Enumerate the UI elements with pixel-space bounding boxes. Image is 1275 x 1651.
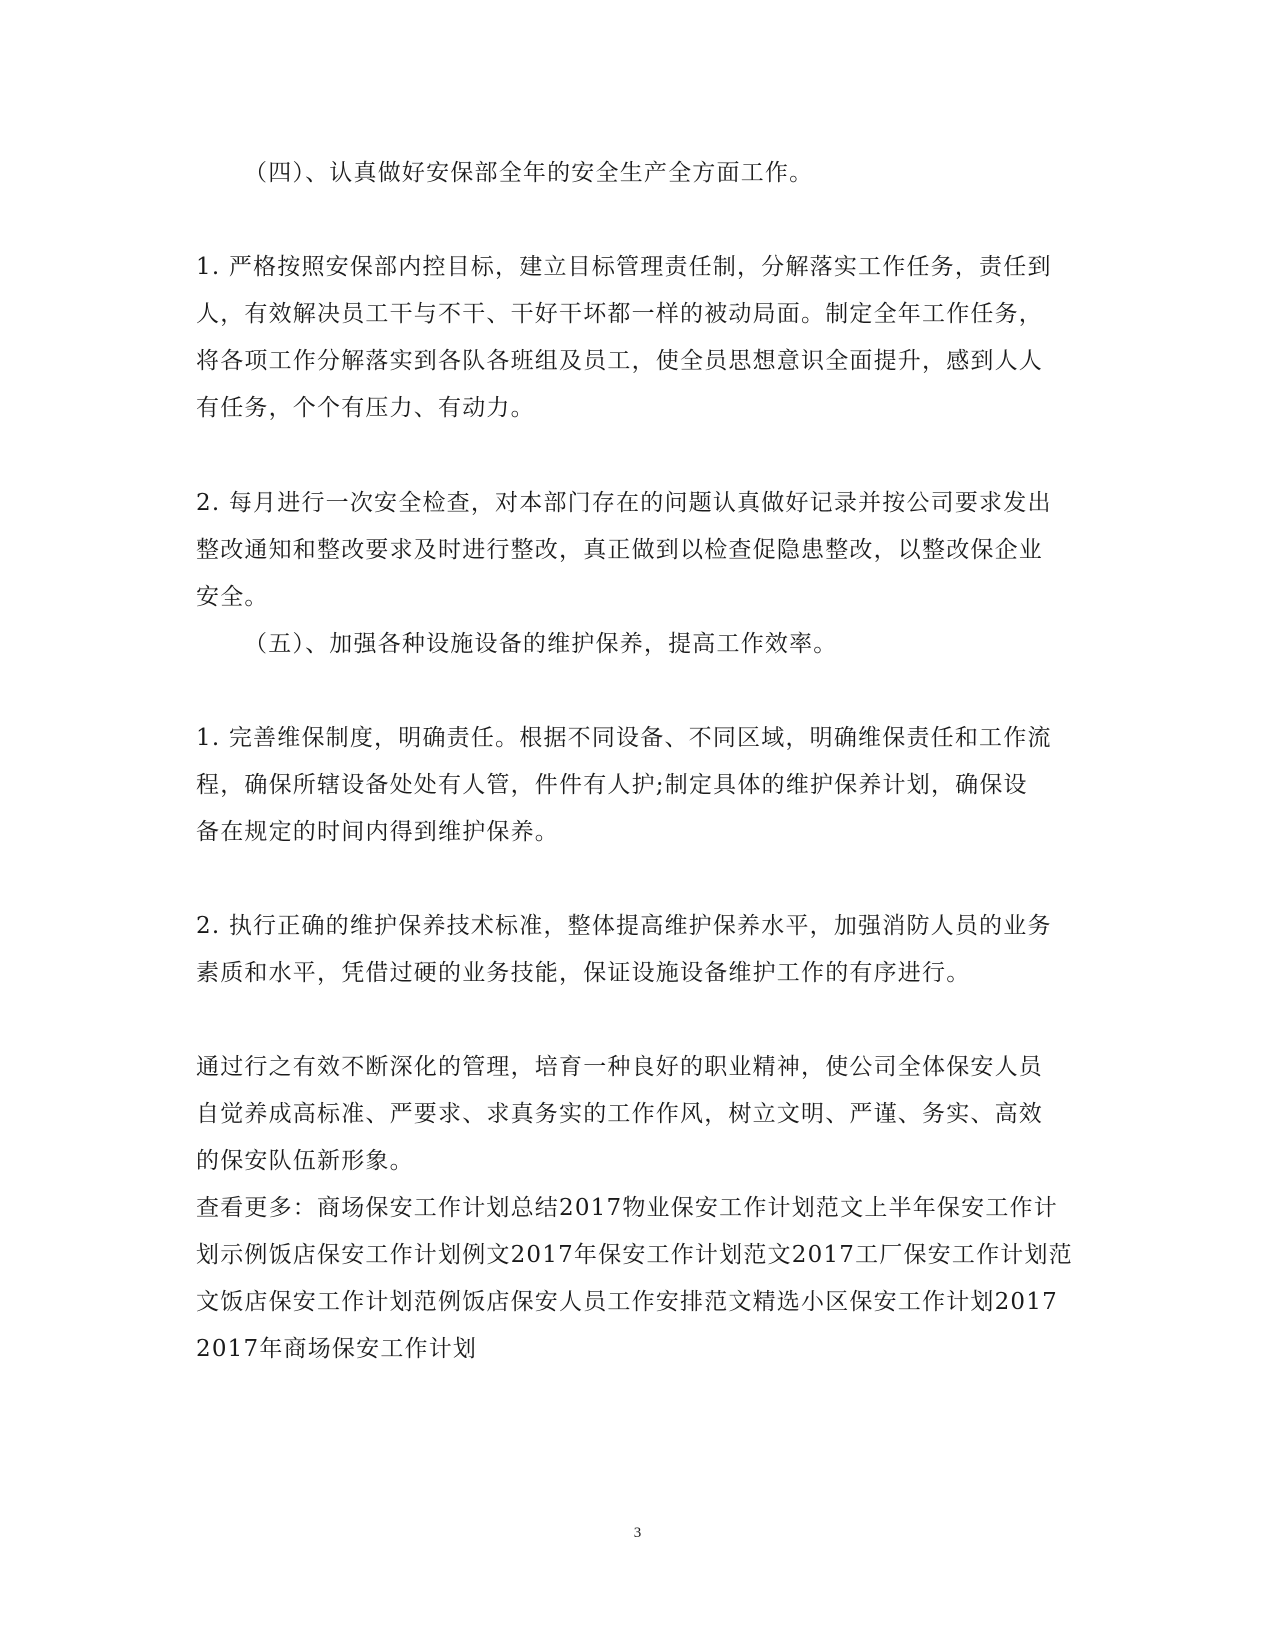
paragraph-line: 程，确保所辖设备处处有人管，件件有人护;制定具体的维护保养计划，确保设 [196, 772, 1028, 798]
paragraph-line: 有任务，个个有压力、有动力。 [196, 395, 535, 421]
related-links-line: 查看更多：商场保安工作计划总结2017物业保安工作计划范文上半年保安工作计 [196, 1195, 1058, 1221]
page-number: 3 [633, 1525, 642, 1541]
paragraph-line: 安全。 [196, 584, 269, 610]
related-links-line: 2017年商场保安工作计划 [196, 1336, 478, 1362]
paragraph-line: 整改通知和整改要求及时进行整改，真正做到以检查促隐患整改，以整改保企业 [196, 537, 1043, 563]
related-links-line: 文饭店保安工作计划范例饭店保安人员工作安排范文精选小区保安工作计划2017 [196, 1289, 1058, 1315]
paragraph-line: 2. 每月进行一次安全检查，对本部门存在的问题认真做好记录并按公司要求发出 [196, 490, 1052, 516]
paragraph-line: 通过行之有效不断深化的管理，培育一种良好的职业精神，使公司全体保安人员 [196, 1054, 1043, 1080]
paragraph-line: 的保安队伍新形象。 [196, 1148, 414, 1174]
paragraph-line: 1. 完善维保制度，明确责任。根据不同设备、不同区域，明确维保责任和工作流 [196, 725, 1052, 751]
paragraph-line: 人，有效解决员工干与不干、干好干坏都一样的被动局面。制定全年工作任务， [196, 301, 1043, 327]
paragraph-line: 素质和水平，凭借过硬的业务技能，保证设施设备维护工作的有序进行。 [196, 960, 971, 986]
paragraph-line: 2. 执行正确的维护保养技术标准，整体提高维护保养水平，加强消防人员的业务 [196, 913, 1052, 939]
paragraph-line: 将各项工作分解落实到各队各班组及员工，使全员思想意识全面提升，感到人人 [196, 348, 1043, 374]
paragraph-line: 备在规定的时间内得到维护保养。 [196, 819, 559, 845]
related-links-line: 划示例饭店保安工作计划例文2017年保安工作计划范文2017工厂保安工作计划范 [196, 1242, 1073, 1268]
paragraph-line: 自觉养成高标准、严要求、求真务实的工作作风，树立文明、严谨、务实、高效 [196, 1101, 1043, 1127]
paragraph-line: 1. 严格按照安保部内控目标，建立目标管理责任制，分解落实工作任务，责任到 [196, 254, 1052, 280]
section-heading-4: （四）、认真做好安保部全年的安全生产全方面工作。 [244, 160, 814, 186]
section-heading-5: （五）、加强各种设施设备的维护保养，提高工作效率。 [244, 631, 838, 657]
